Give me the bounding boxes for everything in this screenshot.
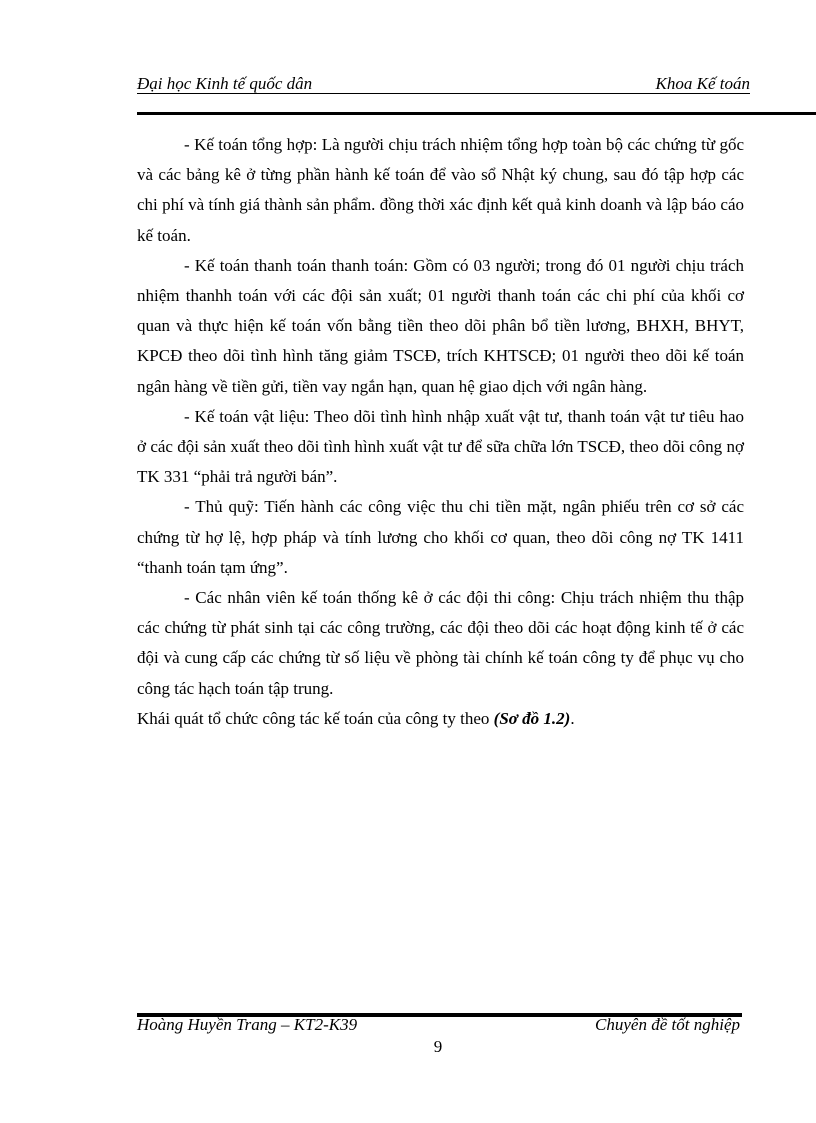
paragraph-treasurer: - Thủ quỹ: Tiến hành các công việc thu chi tiền mặt, ngân phiếu trên cơ sở các chứng từ hợ lệ, hợp pháp và tính lương cho khối cơ quan, theo dõi công nợ TK 1411 “thanh toán tạm ứng”. [137, 497, 744, 577]
paragraph-materials-accountant: - Kế toán vật liệu: Theo dõi tình hình nhập xuất vật tư, thanh toán vật tư tiêu hao ở các đội sản xuất theo dõi tình hình xuất vật tư để sữa chữa lớn TSCĐ, theo dõi công nợ TK 331 “phải trả người bán”. [137, 406, 744, 487]
footer-document-type: Chuyên đề tốt nghiệp [595, 1015, 740, 1034]
header-department: Khoa Kế toán [655, 74, 750, 93]
summary-text: Khái quát tổ chức công tác kế toán của công ty theo [137, 708, 494, 728]
header-rule [137, 112, 816, 115]
document-body [137, 130, 744, 734]
header-underline [137, 93, 750, 94]
page-number: 9 [433, 1037, 443, 1056]
header-university: Đại học Kinh tế quốc dân [137, 74, 313, 93]
footer-author: Hoàng Huyền Trang – KT2-K39 [137, 1015, 358, 1034]
paragraph-team-accountants: - Các nhân viên kế toán thống kê ở các đội thi công: Chịu trách nhiệm thu thập các chứng từ phát sinh tại các công trường, các đội theo dõi các hoạt động kinh tế ở các đội và cung cấp các chứng từ số liệu về phòng tài chính kế toán công ty để phục vụ cho công tác hạch toán tập trung. [137, 588, 744, 698]
diagram-reference: (Sơ đồ 1.2) [493, 708, 571, 728]
page-footer [137, 1015, 740, 1037]
summary-end: . [570, 708, 575, 728]
paragraph-summary [137, 704, 744, 734]
paragraph-general-accountant: - Kế toán tổng hợp: Là người chịu trách nhiệm tổng hợp toàn bộ các chứng từ gốc và các bảng kê ở từng phần hành kế toán để vào sổ Nhật ký chung, sau đó tập hợp các chi phí và tính giá thành sản phẩm. đồng thời xác định kết quả kinh doanh và lập báo cáo kế toán. [137, 135, 744, 245]
paragraph-payment-accountant: - Kế toán thanh toán thanh toán: Gồm có 03 người; trong đó 01 người chịu trách nhiệm thanhh toán với các đội sản xuất; 01 người thanh toán các chi phí của khối cơ quan và thực hiện kế toán vốn bằng tiền theo dõi phân bổ tiền lương, BHXH, BHYT, KPCĐ theo dõi tình hình tăng giảm TSCĐ, trích KHTSCĐ; 01 người theo dõi kế toán ngân hàng về tiền gửi, tiền vay ngắn hạn, quan hệ giao dịch với ngân hàng. [137, 255, 744, 396]
